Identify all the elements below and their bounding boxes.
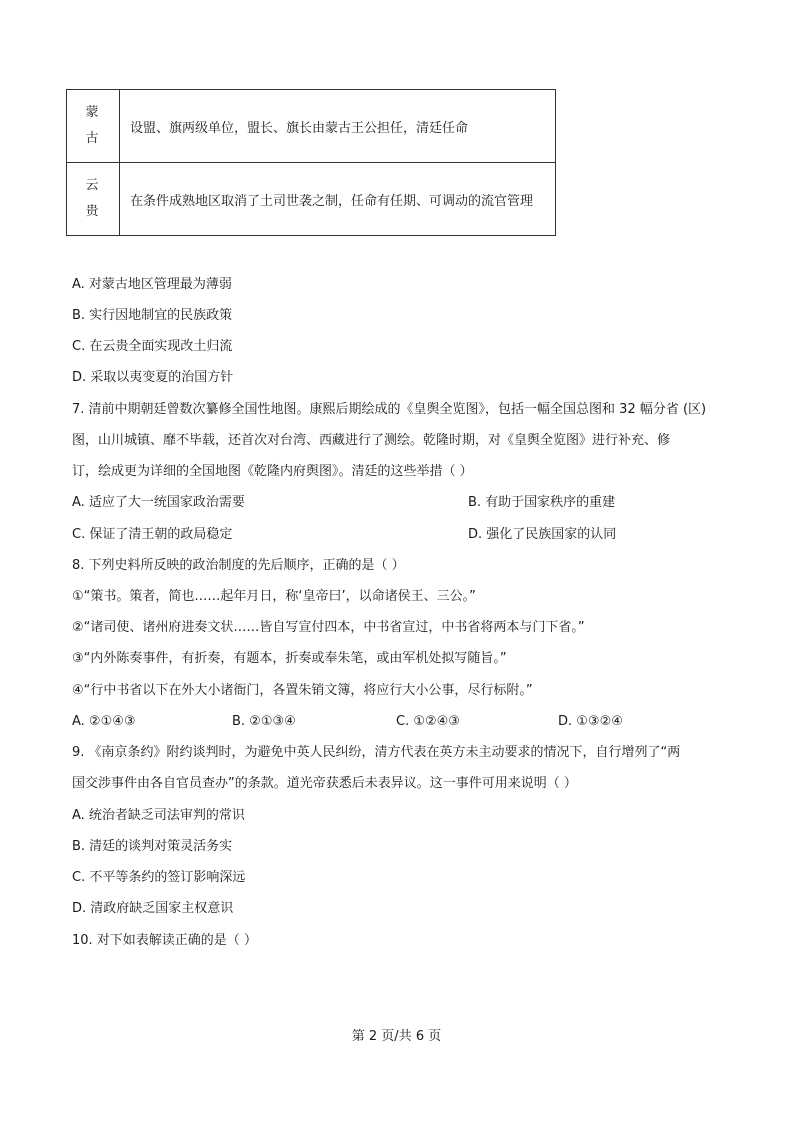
q6-option-b: B. 实行因地制宜的民族政策 xyxy=(72,308,233,323)
q10-stem: 10. 对下如表解读正确的是（ ） xyxy=(72,933,257,948)
policy-table xyxy=(66,89,556,236)
q9-stem-line2: 国交涉事件由各自官员查办”的条款。道光帝获悉后未表异议。这一事件可用来说明（ ） xyxy=(72,776,577,791)
region-cell xyxy=(67,163,120,236)
table-row xyxy=(67,90,556,163)
q7-option-d: D. 强化了民族国家的认同 xyxy=(468,527,617,542)
q8-source-1: ①“策书。策者，简也……起年月日，称‘皇帝曰’，以命诸侯王、三公。” xyxy=(72,589,476,604)
q7-option-c: C. 保证了清王朝的政局稳定 xyxy=(72,527,233,542)
q7-stem-line1: 7. 清前中期朝廷曾数次纂修全国性地图。康熙后期绘成的《皇舆全览图》，包括一幅全国总图和 32 幅分省 (区) xyxy=(72,402,707,417)
q9-option-c: C. 不平等条约的签订影响深远 xyxy=(72,870,246,885)
region-char: 贵 xyxy=(85,204,101,219)
q8-source-2: ②“诸司使、诸州府进奏文状……皆自写宣付四本，中书省宣过，中书省将两本与门下省。” xyxy=(72,620,585,635)
q8-option-b: B. ②①③④ xyxy=(232,714,296,729)
q9-option-d: D. 清政府缺乏国家主权意识 xyxy=(72,901,234,916)
q8-source-3: ③“内外陈奏事件，有折奏，有题本，折奏或奉朱笔，或由军机处拟写随旨。” xyxy=(72,651,507,666)
region-cell xyxy=(67,90,120,163)
q6-option-a: A. 对蒙古地区管理最为薄弱 xyxy=(72,277,232,292)
q9-option-a: A. 统治者缺乏司法审判的常识 xyxy=(72,808,245,823)
table-row xyxy=(67,163,556,236)
q8-option-c: C. ①②④③ xyxy=(396,714,460,729)
q7-option-a: A. 适应了大一统国家政治需要 xyxy=(72,495,245,510)
q7-stem-line3: 订，绘成更为详细的全国地图《乾隆内府舆图》。清廷的这些举措（ ） xyxy=(72,464,473,479)
q6-option-c: C. 在云贵全面实现改土归流 xyxy=(72,339,233,354)
q9-option-b: B. 清廷的谈判对策灵活务实 xyxy=(72,839,233,854)
region-char: 古 xyxy=(85,131,101,146)
q6-option-d: D. 采取以夷变夏的治国方针 xyxy=(72,370,234,385)
q8-option-d: D. ①③②④ xyxy=(558,714,623,729)
q7-option-b: B. 有助于国家秩序的重建 xyxy=(468,495,616,510)
q7-options-row2 xyxy=(72,526,617,544)
q9-stem-line1: 9. 《南京条约》附约谈判时，为避免中英人民纠纷，清方代表在英方未主动要求的情况下，自行增列了“两 xyxy=(72,745,681,760)
policy-desc: 设盟、旗两级单位，盟长、旗长由蒙古王公担任，清廷任命 xyxy=(120,90,556,163)
region-char: 蒙 xyxy=(85,105,101,120)
q8-source-4: ④“行中书省以下在外大小诸衙门，各置朱销文簿，将应行大小公事，尽行标附。” xyxy=(72,683,533,698)
q8-option-a: A. ②①④③ xyxy=(72,714,136,729)
q8-stem: 8. 下列史料所反映的政治制度的先后顺序，正确的是（ ） xyxy=(72,558,405,573)
q7-stem-line2: 图，山川城镇、靡不毕载，还首次对台湾、西藏进行了测绘。乾隆时期，对《皇舆全览图》进行补充、修 xyxy=(72,433,671,448)
q7-options-row1 xyxy=(72,494,616,512)
policy-desc: 在条件成熟地区取消了土司世袭之制，任命有任期、可调动的流官管理 xyxy=(120,163,556,236)
page-footer: 第 2 页/共 6 页 xyxy=(351,1029,442,1044)
region-char: 云 xyxy=(85,178,101,193)
